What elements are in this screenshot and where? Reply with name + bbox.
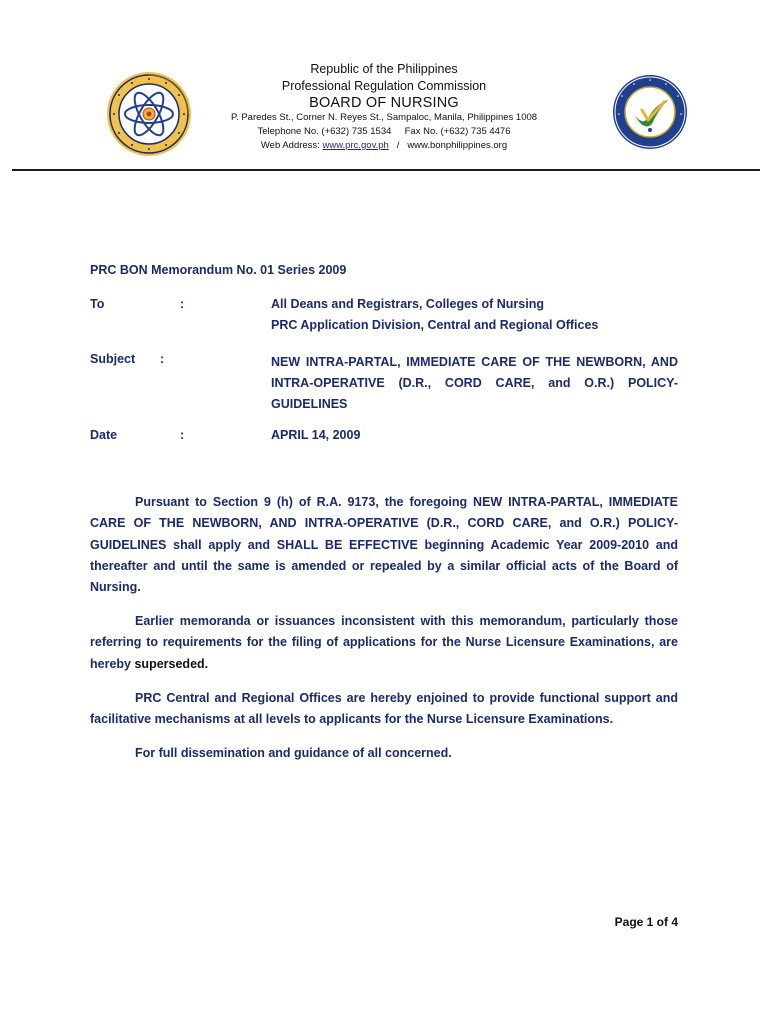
web-address-label: Web Address: (260, 140, 320, 151)
to-recipient-2: PRC Application Division, Central and Regional Offices (271, 318, 599, 332)
body-paragraph-2-emphasis: superseded. (134, 656, 209, 671)
memorandum-number: PRC BON Memorandum No. 01 Series 2009 (90, 263, 347, 277)
subject-text: NEW INTRA-PARTAL, IMMEDIATE CARE OF THE NEWBORN, AND INTRA-OPERATIVE (D.R., CORD CARE, and O.R.) POLICY-GUIDELINES (271, 355, 678, 411)
letterhead-telephone: Telephone No. (+632) 735 1534 (257, 126, 392, 137)
letterhead-contact (0, 126, 768, 137)
subject-label: Subject (90, 352, 136, 366)
subject-colon: : (160, 352, 165, 366)
letterhead-board: BOARD OF NURSING (309, 95, 459, 111)
body-paragraph-1: Pursuant to Section 9 (h) of R.A. 9173, the foregoing NEW INTRA-PARTAL, IMMEDIATE CARE OF THE NEWBORN, AND INTRA-OPERATIVE (D.R., CORD CARE, and O.R.) POLICY-GUIDELINES shall apply and SHALL BE EFFECTIVE beginning Academic Year 2009-2010 and thereafter and until the same is amended or repealed by a similar official acts of the Board of Nursing. (90, 495, 678, 595)
letterhead-commission: Professional Regulation Commission (281, 79, 487, 93)
letterhead-fax: Fax No. (+632) 735 4476 (404, 126, 511, 137)
date-label: Date (90, 428, 118, 442)
date-value: APRIL 14, 2009 (271, 428, 361, 442)
web-separator: / (396, 140, 400, 151)
letterhead-web (0, 140, 768, 151)
letterhead-address: P. Paredes St., Corner N. Reyes St., Sampaloc, Manila, Philippines 1008 (230, 112, 538, 123)
page-number: Page 1 of 4 (614, 915, 678, 929)
body-paragraph-3: PRC Central and Regional Offices are hereby enjoined to provide functional support and facilitative mechanisms at all levels to applicants for the Nurse Licensure Examinations. (90, 691, 678, 727)
bon-website-link[interactable]: www.bonphilippines.org (407, 140, 508, 151)
body-paragraph-4: For full dissemination and guidance of all concerned. (135, 746, 452, 760)
body-paragraph-2-text: Earlier memoranda or issuances inconsistent with this memorandum, particularly those referring to requirements for the filing of applications for the Nurse Licensure Examinations, are hereby (90, 614, 678, 671)
date-colon: : (180, 428, 185, 442)
letterhead-republic: Republic of the Philippines (310, 62, 458, 76)
body-paragraph-2 (90, 611, 678, 675)
to-colon: : (180, 297, 185, 311)
letterhead-divider (12, 169, 760, 171)
to-label: To (90, 297, 105, 311)
to-recipient-1: All Deans and Registrars, Colleges of Nursing (271, 297, 544, 311)
prc-website-link[interactable]: www.prc.gov.ph (322, 140, 389, 151)
